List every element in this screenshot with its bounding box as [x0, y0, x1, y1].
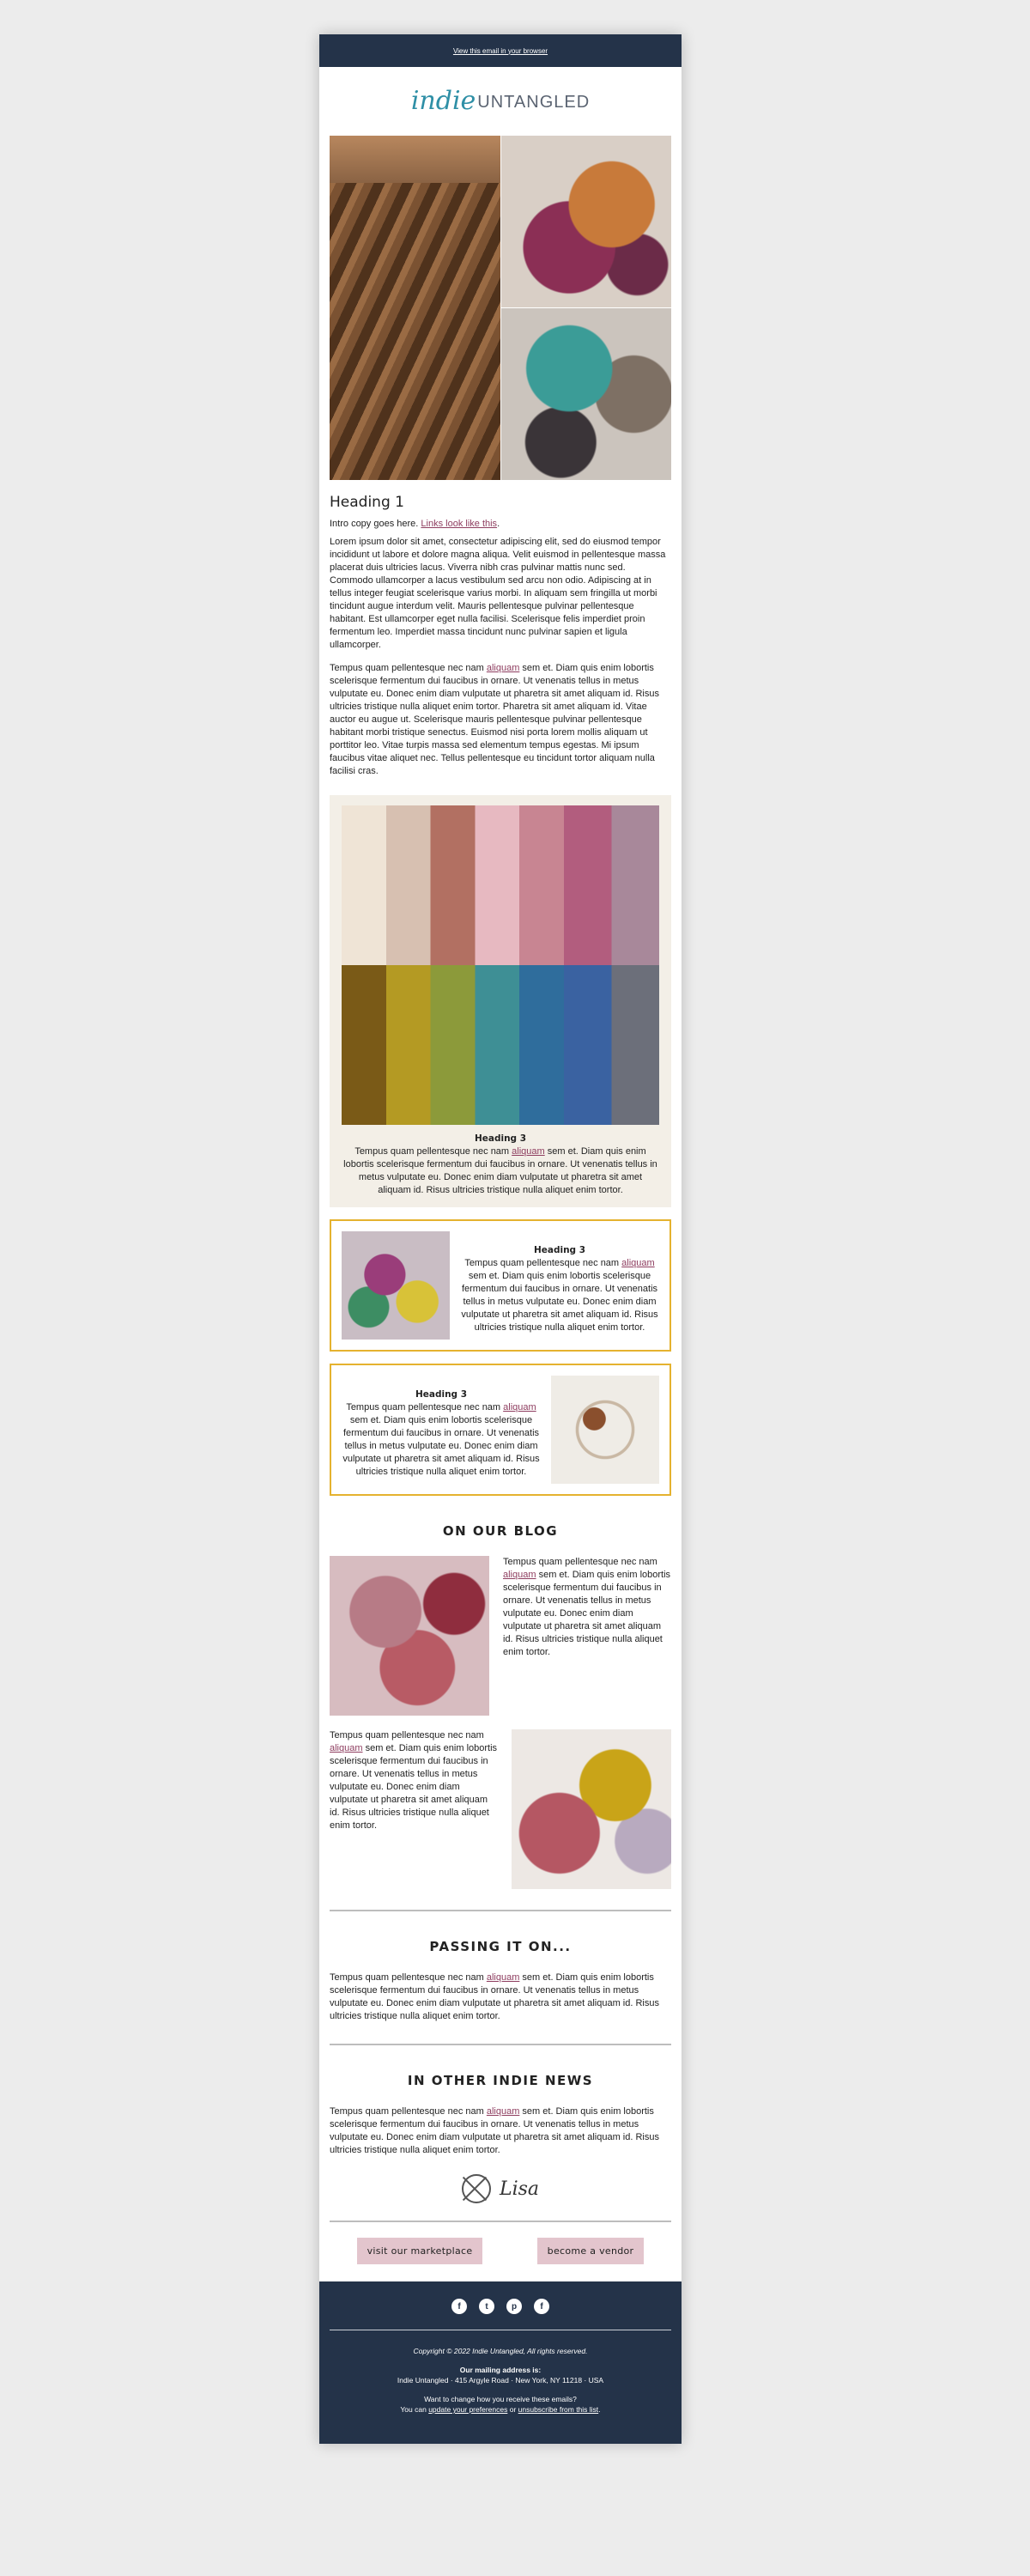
footer [319, 2281, 682, 2444]
hero-scarf-image [330, 136, 500, 480]
product-box-2-text: Tempus quam pellentesque nec nam aliquam sem et. Diam quis enim lobortis scelerisque fermentum dui faucibus in ornare. Ut venenatis tellus in metus vulputate eu. Donec enim diam vulputate ut pharetra sit amet aliquam id. Risus ultricies tristique nulla aliquet enim tortor. [342, 1402, 540, 1477]
product-box-1 [330, 1219, 671, 1352]
pinterest-icon[interactable]: p [506, 2299, 522, 2314]
email-container [319, 34, 682, 2444]
news-section-title: IN OTHER INDIE NEWS [407, 2073, 594, 2088]
product-box-1-heading: Heading 3 [533, 1245, 586, 1255]
view-in-browser-link[interactable]: View this email in your browser [452, 46, 548, 55]
preferences-text: Want to change how you receive these emails? You can update your preferences or unsubscribe from this list. [400, 2395, 601, 2414]
body-link[interactable]: aliquam [486, 663, 520, 673]
blog-text-1: Tempus quam pellentesque nec nam aliquam sem et. Diam quis enim lobortis scelerisque fermentum dui faucibus in ornare. Ut venenatis tellus in metus vulputate eu. Donec enim diam vulputate ut pharetra sit amet aliquam id. Risus ultricies tristique nulla aliquet enim tortor. [503, 1557, 671, 1657]
logo-untangled-text: UNTANGLED [477, 93, 591, 112]
hero-skeins-image-top [501, 136, 672, 307]
blog-link-2[interactable]: aliquam [330, 1743, 363, 1753]
intro-copy: Intro copy goes here. Links look like this. [330, 519, 500, 529]
twitter-icon[interactable]: t [479, 2299, 494, 2314]
intro-link[interactable]: Links look like this [421, 519, 498, 529]
update-preferences-link[interactable]: update your preferences [428, 2405, 508, 2414]
news-text: Tempus quam pellentesque nec nam aliquam sem et. Diam quis enim lobortis scelerisque fermentum dui faucibus in ornare. Ut venenatis tellus in metus vulputate eu. Donec enim diam vulputate ut pharetra sit amet aliquam id. Risus ultricies tristique nulla aliquet enim tortor. [330, 2106, 659, 2155]
copyright-text: Copyright © 2022 Indie Untangled, All rights reserved. [413, 2347, 588, 2355]
blog-row-2 [330, 1729, 671, 1889]
feature-yarn-image[interactable] [342, 805, 659, 1125]
product-box-2-link[interactable]: aliquam [503, 1402, 536, 1413]
divider [330, 2044, 671, 2045]
signature-name: Lisa [499, 2178, 540, 2200]
social-links [330, 2299, 671, 2314]
blog-image-1[interactable] [330, 1556, 489, 1716]
hero-image-grid [330, 136, 671, 480]
divider [330, 1910, 671, 1911]
blog-image-2[interactable] [512, 1729, 671, 1889]
cta-row [319, 2222, 682, 2281]
product-box-1-text: Tempus quam pellentesque nec nam aliquam sem et. Diam quis enim lobortis scelerisque fermentum dui faucibus in ornare. Ut venenatis tellus in metus vulputate eu. Donec enim diam vulputate ut pharetra sit amet aliquam id. Risus ultricies tristique nulla aliquet enim tortor. [461, 1258, 658, 1333]
product-box-2 [330, 1364, 671, 1496]
body-paragraph-1: Lorem ipsum dolor sit amet, consectetur adipiscing elit, sed do eiusmod tempor incididunt ut labore et dolore magna aliqua. Velit euismod in pellentesque massa placerat duis ultricies lacus. Viverra nibh cras pulvinar mattis nunc sed. Commodo ullamcorper a lacus vestibulum sed arcu non odio. Adipiscing at in tellus integer feugiat scelerisque varius morbi. In aliquam sem fringilla ut morbi tincidunt augue interdum velit. Mauris pellentesque pulvinar pellentesque habitant. Est ullamcorper eget nulla facilisi. Scelerisque felis imperdiet proin fermentum leo. Imperdiet massa tincidunt nunc pulvinar sapien et ligula ullamcorper. [330, 537, 666, 650]
hero-skeins-image-bottom [501, 308, 672, 480]
mailing-address: Our mailing address is: Indie Untangled · 415 Argyle Road · New York, NY 11218 · USA [397, 2366, 604, 2385]
logo-indie-text: indie [410, 86, 476, 116]
feature-link[interactable]: aliquam [512, 1146, 545, 1157]
signature [319, 2174, 682, 2203]
facebook-icon[interactable]: f [451, 2299, 467, 2314]
passing-section-title: PASSING IT ON... [429, 1939, 572, 1954]
become-vendor-button[interactable]: become a vendor [537, 2238, 645, 2264]
unsubscribe-link[interactable]: unsubscribe from this list [518, 2405, 599, 2414]
brand-logo[interactable] [319, 67, 682, 136]
feature-text: Tempus quam pellentesque nec nam aliquam sem et. Diam quis enim lobortis scelerisque fermentum dui faucibus in ornare. Ut venenatis tellus in metus vulputate eu. Donec enim diam vulputate ut pharetra sit amet aliquam id. Risus ultricies tristique nulla aliquet enim tortor. [343, 1146, 657, 1195]
product-box-2-image[interactable] [551, 1376, 659, 1484]
yarn-ball-icon [462, 2174, 491, 2203]
blog-text-2: Tempus quam pellentesque nec nam aliquam sem et. Diam quis enim lobortis scelerisque fermentum dui faucibus in ornare. Ut venenatis tellus in metus vulputate eu. Donec enim diam vulputate ut pharetra sit amet aliquam id. Risus ultricies tristique nulla aliquet enim tortor. [330, 1730, 498, 1831]
facebook-icon[interactable]: f [534, 2299, 549, 2314]
passing-link[interactable]: aliquam [486, 1972, 520, 1983]
blog-section-title: ON OUR BLOG [442, 1523, 559, 1539]
feature-block [330, 795, 671, 1207]
news-link[interactable]: aliquam [486, 2106, 520, 2117]
blog-link-1[interactable]: aliquam [503, 1570, 536, 1580]
product-box-1-image[interactable] [342, 1231, 450, 1340]
blog-row-1 [330, 1556, 671, 1716]
product-box-1-link[interactable]: aliquam [621, 1258, 655, 1268]
preheader-bar [319, 34, 682, 67]
heading-1: Heading 1 [330, 494, 404, 511]
body-paragraph-2: Tempus quam pellentesque nec nam aliquam sem et. Diam quis enim lobortis scelerisque fermentum dui faucibus in ornare. Ut venenatis tellus in metus vulputate eu. Donec enim diam vulputate ut pharetra sit amet aliquam id. Risus ultricies tristique nulla aliquet enim tortor. Pharetra sit amet aliquam id. Vitae auctor eu augue ut. Scelerisque mauris pellentesque pulvinar pellentesque habitant morbi tristique senectus. Euismod nisi porta lorem mollis aliquam ut porttitor leo. Vitae turpis massa sed elementum tempus egestas. Mi ipsum faucibus vitae aliquet nec. Tellus pellentesque eu tincidunt tortor aliquam nulla facilisi cras. [330, 663, 659, 776]
visit-marketplace-button[interactable]: visit our marketplace [357, 2238, 483, 2264]
product-box-2-heading: Heading 3 [415, 1389, 468, 1400]
passing-text: Tempus quam pellentesque nec nam aliquam sem et. Diam quis enim lobortis scelerisque fermentum dui faucibus in ornare. Ut venenatis tellus in metus vulputate eu. Donec enim diam vulputate ut pharetra sit amet aliquam id. Risus ultricies tristique nulla aliquet enim tortor. [330, 1972, 659, 2021]
feature-heading: Heading 3 [474, 1133, 527, 1144]
